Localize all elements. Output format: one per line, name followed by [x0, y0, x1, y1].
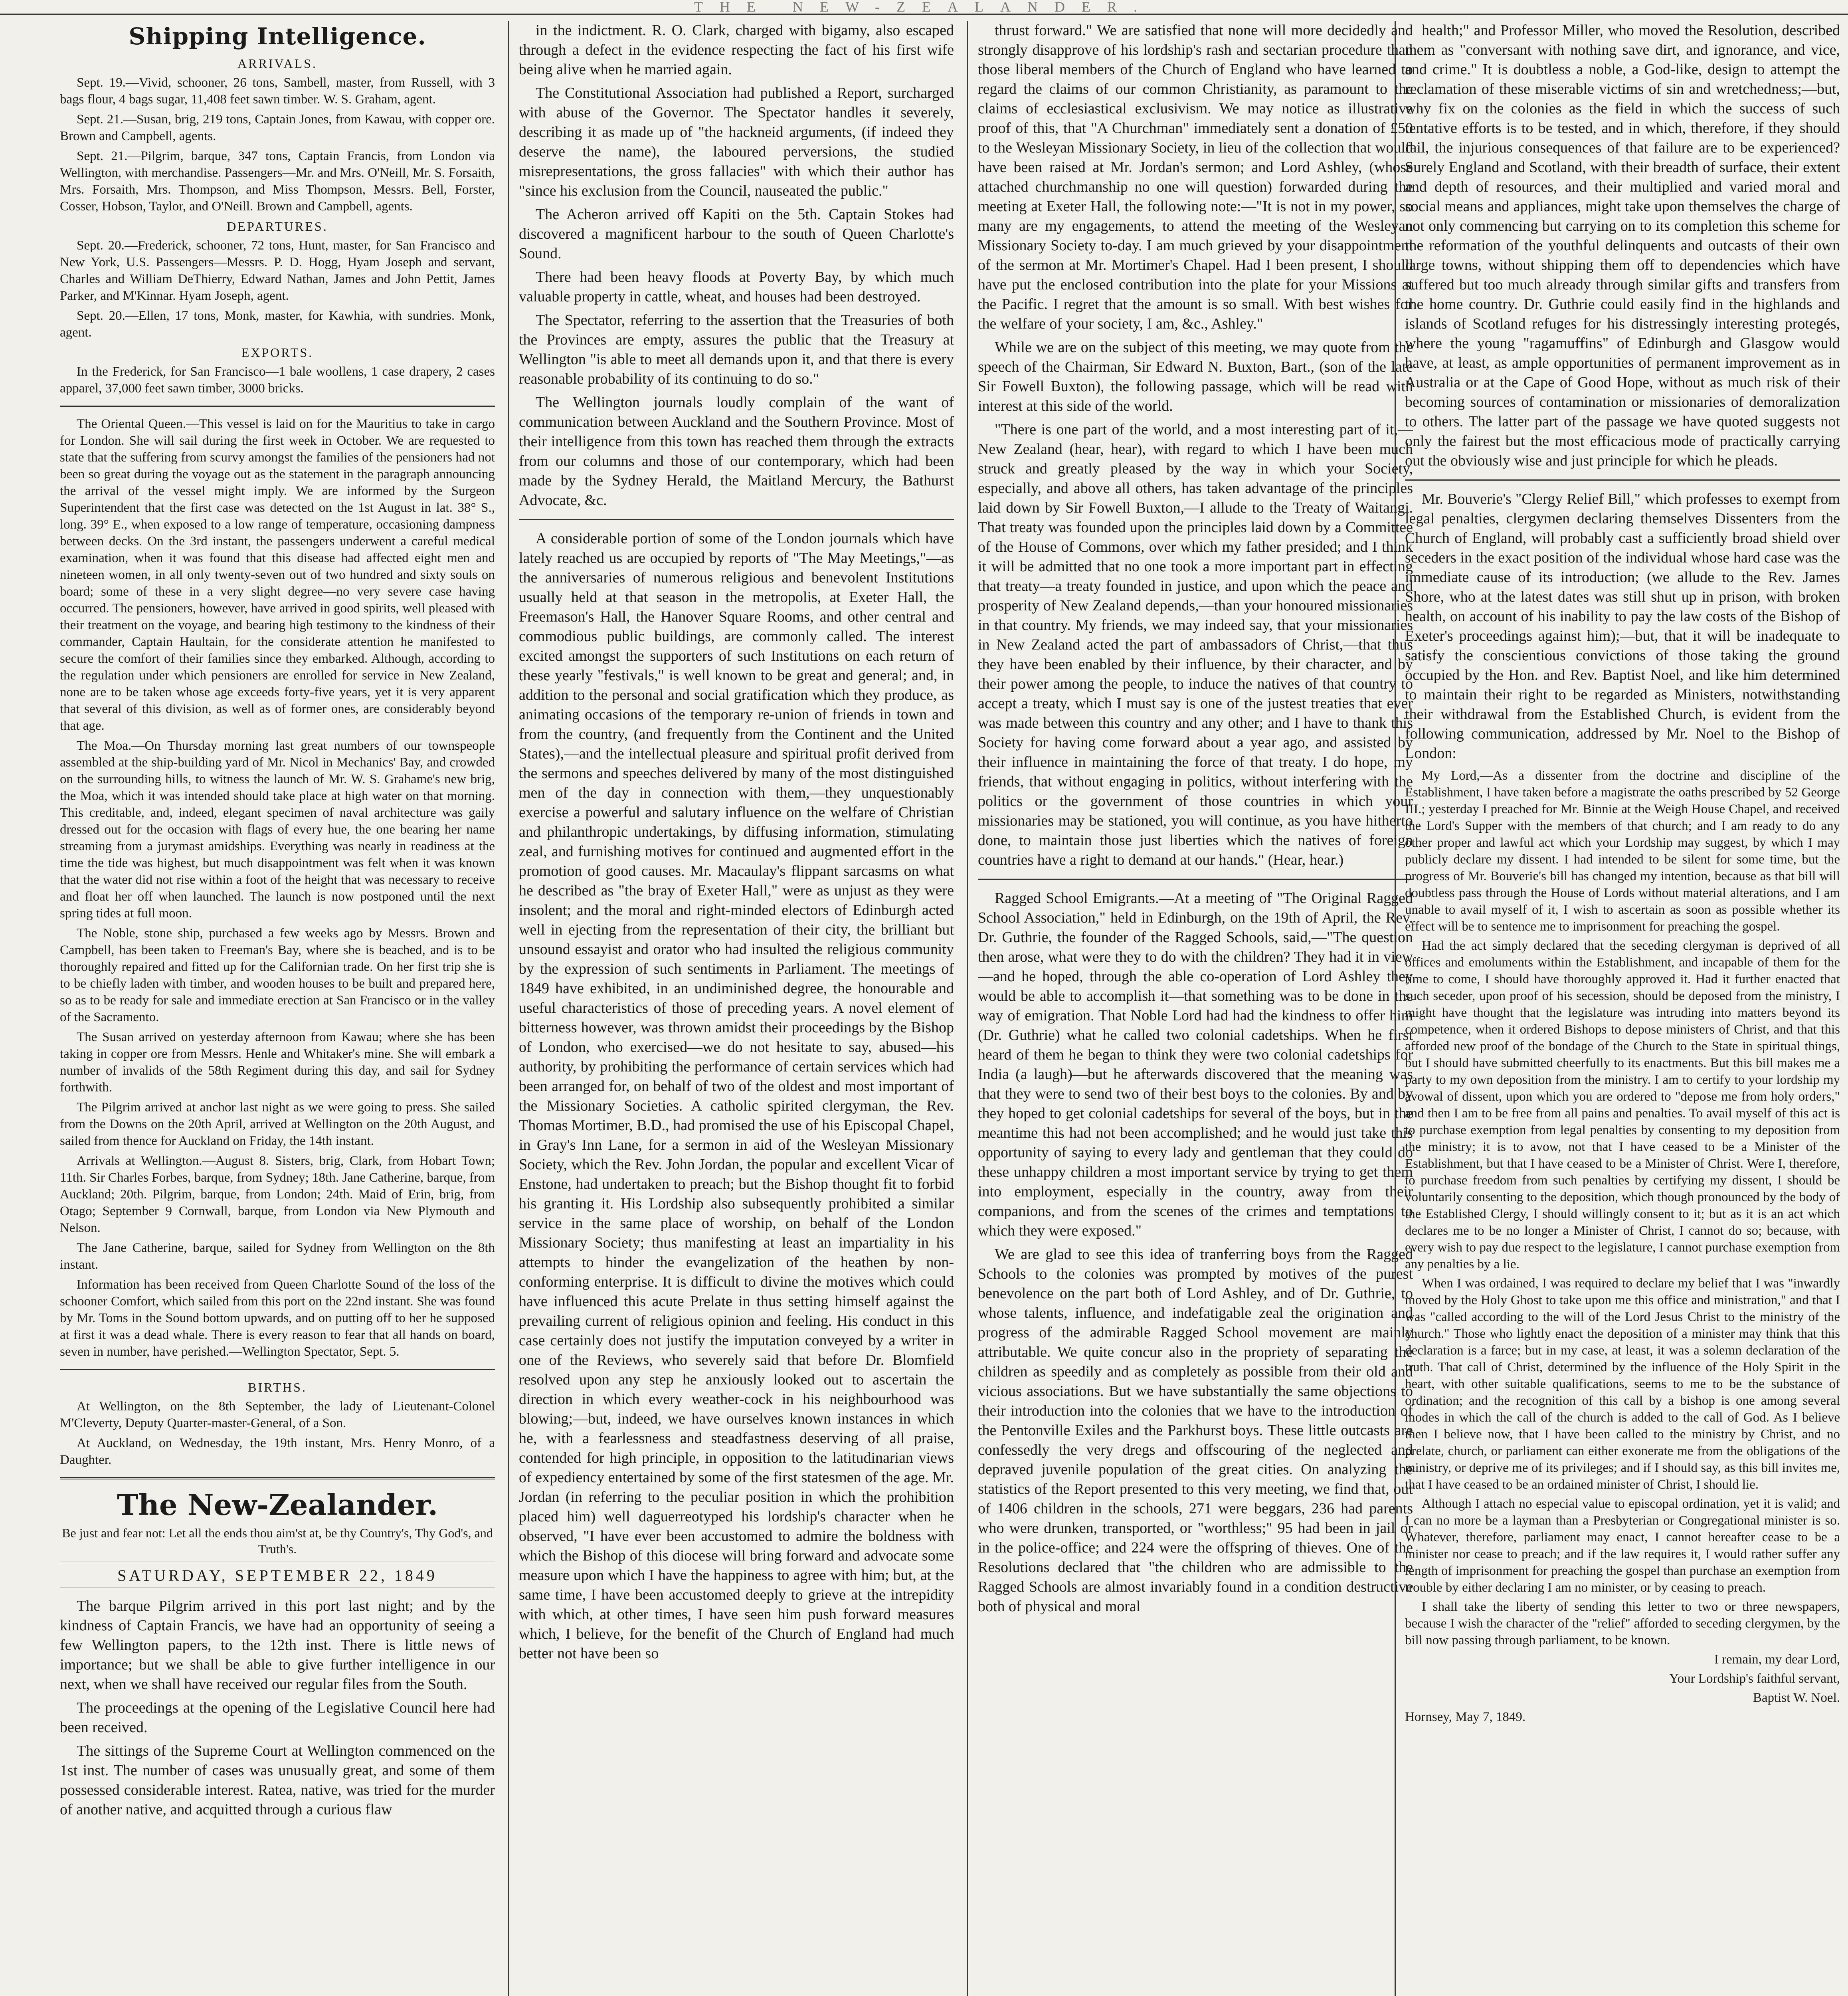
article-paragraph: "There is one part of the world, and a most interesting part of it,—New Zealand (hear, hear), with regard to which I have been much struck and greatly pleased by the way in which your Society, especially, and above all others, has taken advantage of the principles laid down by Sir Fowell Buxton,—I allude to the Treaty of Waitangi. That treaty was founded upon the principles laid down by a Committee of the House of Commons, over which my father presided; and I think it will be admitted that no one took a more important part in effecting that treaty—a treaty founded in justice, and upon which the peace and prosperity of New Zealand depends,—than your honoured missionaries in that country. My friends, we may indeed say, that your missionaries in New Zealand acted the part of ambassadors of Christ,—that thus they have been enabled by their influence, by their character, and by their power among the people, to induce the natives of that country to accept a treaty, which I must say is one of the justest treaties that ever was made between this country and any other; and I have to thank this Society for having come forward about a year ago, and assisted by their influence in maintaining the force of that treaty. I do hope, my friends, that without engaging in politics, without interfering with the politics or the government of those countries in which your missionaries may be stationed, you will continue, as you have hitherto done, to maintain those just liberties which the natives of foreign countries have a right to demand at our hands." (Hear, hear.) — [978, 421, 1413, 868]
section-divider — [60, 406, 495, 407]
paper-title: The New-Zealander. — [117, 1488, 438, 1522]
column-3 — [978, 21, 1413, 1996]
editorial-paragraph: The sittings of the Supreme Court at Wellington commenced on the 1st inst. The number of cases was unusually great, and some of them possessed considerable interest. Ratea, native, was tried for the murder of another native, and acquitted through a curious flaw — [60, 1743, 495, 1818]
news-item: The Moa.—On Thursday morning last great numbers of our townspeople assembled at the ship-building yard of Mr. Nicol in Mechanics' Bay, and crowded on the surrounding hills, to witness the launch of Mr. W. S. Grahame's new brig, the Moa, which it was intended should take place at high water on that morning. This creditable, and, indeed, elegant specimen of naval architecture was gaily dressed out for the occasion with flags of every hue, the one bearing her name streaming from a jurymast amidships. Everything was nearly in readiness at the time the tide was highest, but much disappointment was felt when it was known that the water did not rise within a foot of the height that was necessary to receive and float her off when launched. The launch is now postponed until the next spring tides at full moon. — [60, 739, 495, 921]
column-1 — [60, 21, 495, 1996]
news-item: The Noble, stone ship, purchased a few weeks ago by Messrs. Brown and Campbell, has been taken to Freeman's Bay, where she is beached, and is to be thoroughly repaired and fitted up for the Californian trade. On her first trip she is to be chiefly laden with timber, and wooden houses to be built and prepared here, so as to be ready for sale and immediate erection at San Francisco or in the valley of the Sacramento. — [60, 926, 495, 1024]
article-paragraph: The Constitutional Association had published a Report, surcharged with abuse of the Governor. The Spectator handles it severely, describing it as made up of "the hackneid arguments, (if indeed they deserve the name), the laboured perversions, the studied misrepresentations, the gross fallacies" with which their author has "since his exclusion from the Council, nauseated the public." — [519, 85, 954, 199]
shipping-intelligence-heading: Shipping Intelligence. — [129, 23, 426, 50]
departures-heading: DEPARTURES. — [227, 219, 328, 234]
article-paragraph: Ragged School Emigrants.—At a meeting of "The Original Ragged School Association," held in Edinburgh, on the 19th of April, the Rev. Dr. Guthrie, the founder of the Ragged Schools, said,—"The question then arose, what were they to do with the children? They had it in view—and he hoped, through the able co-operation of Lord Ashley they would be able to accomplish it—that something was to be done in the way of emigration. That Noble Lord had had the kindness to offer him (Dr. Guthrie) what he called two colonial cadetships. When he first heard of them he began to think they were two colonial cadetships for India (a laugh)—but he afterwards discovered that the meaning was that they were to send two of their best boys to the colonies. By and by they hoped to get colonial cadetships for several of the boys, but in the meantime this had not been accomplished; and he would just take this opportunity of saying to every lady and gentleman that they could do these unhappy children a most important service by trying to get them into employment, especially in the country, away from their companions, and from the scenes of the crimes and temptations to which they were exposed." — [978, 890, 1413, 1239]
article-paragraph: The Acheron arrived off Kapiti on the 5th. Captain Stokes had discovered a magnificent harbour to the south of Queen Charlotte's Sound. — [519, 206, 954, 262]
dateline: SATURDAY, SEPTEMBER 22, 1849 — [60, 1562, 495, 1589]
births-heading: BIRTHS. — [248, 1380, 307, 1394]
section-divider — [978, 879, 1413, 880]
article-paragraph: The Wellington journals loudly complain of the want of communication between Auckland and the Southern Province. Most of their intelligence from this town has reached them through the extracts from our columns and those of our contemporary, which had been made by the Sydney Herald, the Maitland Mercury, the Bathurst Advocate, &c. — [519, 394, 954, 509]
column-4 — [1405, 21, 1840, 1996]
exports-heading: EXPORTS. — [241, 345, 314, 360]
column-rule — [508, 21, 509, 1996]
departure-entry: Sept. 20.—Frederick, schooner, 72 tons, Hunt, master, for San Francisco and New York, U.S. Passengers—Messrs. P. D. Hogg, Hyam Joseph and servant, Charles and William DeThierry, Edward Nathan, James and John Pettit, James Parker, and M'Kinnar. Hyam Joseph, agent. — [60, 238, 495, 303]
news-item: The Oriental Queen.—This vessel is laid on for the Mauritius to take in cargo for London. She will sail during the first week in October. We are requested to state that the suffering from scurvy amongst the families of the pensioners had not been so great during the voyage out as the statement in the paragraph announcing the arrival of the vessel might imply. We are informed by the Surgeon Superintendent that the first case was detected on the 1st August in lat. 38° S., long. 39° E., when exposed to a low range of temperature, occasioning dampness between decks. On the 3rd instant, the passengers underwent a careful medical examination, when it was found that this disease had affected eight men and nineteen women, in all only twenty-seven out of two hundred and sixty souls on board; some of these in a very slight degree—no very severe case having occurred. The pensioners, however, have arrived in good spirits, well pleased with their treatment on the voyage, and bearing high testimony to the kindness of their commander, Captain Haultain, for the considerate attention he manifested to secure the comfort of their families since they embarked. Although, according to the regulation under which pensioners are enrolled for service in New Zealand, none are to be taken whose age exceeds forty-five years, yet it is very apparent that several of this division, as well as of former ones, are considerably beyond that age. — [60, 417, 495, 733]
news-item: The Susan arrived on yesterday afternoon from Kawau; where she has been taking in copper ore from Messrs. Henle and Whitaker's mine. She will embark a number of invalids of the 58th Regiment during this day, and sail for Sydney forthwith. — [60, 1030, 495, 1095]
section-divider — [60, 1369, 495, 1370]
news-item: Arrivals at Wellington.—August 8. Sisters, brig, Clark, from Hobart Town; 11th. Sir Charles Forbes, barque, from Sydney; 18th. Jane Catherine, barque, from Auckland; 20th. Pilgrim, barque, from London; 24th. Maid of Erin, brig, from Otago; September 9 Cornwall, barque, from London via New Plymouth and Nelson. — [60, 1154, 495, 1235]
birth-notice: At Auckland, on Wednesday, the 19th instant, Mrs. Henry Monro, of a Daughter. — [60, 1436, 495, 1467]
letter-paragraph: When I was ordained, I was required to declare my belief that I was "inwardly moved by the Holy Ghost to take upon me this office and ministration," and that I was "called according to the will of the Lord Jesus Christ to the ministry of the church." Those who lightly enact the deposition of a minister may think that this declaration is a farce; but in my case, at least, it was a solemn declaration of the truth. That call of Christ, determined by the influence of the Holy Spirit in the heart, with other suitable qualifications, seems to me to be the substance of ordination; and the recognition of this call by a bishop is one among several modes in which the call of the church is added to the call of God. As I believe then I believe now, that I have been called to the ministry by Christ, and no prelate, church, or parliament can either exonerate me from the obligations of the ministry, or deprive me of its privileges; and if I should say, as this bill invites me, that I have ceased to be an ordained minister of Christ, I should lie. — [1405, 1276, 1840, 1492]
exports-entry: In the Frederick, for San Francisco—1 bale woollens, 1 case drapery, 2 cases apparel, 37,000 feet sawn timber, 3000 bricks. — [60, 364, 495, 396]
letter-closing: I remain, my dear Lord, — [1714, 1652, 1840, 1667]
birth-notice: At Wellington, on the 8th September, the lady of Lieutenant-Colonel M'Cleverty, Deputy Quarter-master-General, of a Son. — [60, 1399, 495, 1430]
article-paragraph: A considerable portion of some of the London journals which have lately reached us are occupied by reports of "The May Meetings,"—as the anniversaries of numerous religious and benevolent Institutions usually held at that season in the metropolis, at Exeter Hall, the Freemason's Hall, the Hanover Square Rooms, and other central and commodious public buildings, are commonly called. The interest excited amongst the supporters of such Institutions on each return of these yearly "festivals," is well known to be great and general; and, in addition to the personal and social gratification which they produce, as animating occasions of the temporary re-union of friends in town and from the country, (and frequently from the Continent and the United States),—and the intellectual pleasure and spiritual profit derived from the sermons and speeches delivered by many of the most distinguished men of the day in connection with them,—they unquestionably exercise a powerful and salutary influence on the welfare of Christian and philanthropic undertakings, by diffusing information, stimulating zeal, and furnishing motives for continued and augmented effort in the promotion of good causes. Mr. Macaulay's flippant sarcasms on what he described as "the bray of Exeter Hall," were as unjust as they were insolent; and the moral and right-minded electors of Edinburgh acted well in ejecting from the representation of their city, the brilliant but unsound essayist and orator who had insulted the religious community by the expression of such sentiments in Parliament. The meetings of 1849 have exhibited, in an undiminished degree, the honourable and useful characteristics of those of preceding years. A novel element of bitterness however, was thrown amidst their proceedings by the Bishop of London, who exercised—we do not hesitate to say, abused—his authority, by prohibiting the performance of certain services which had been arranged for, on behalf of two of the oldest and most important of the Missionary Societies. A catholic spirited clergyman, the Rev. Thomas Mortimer, B.D., had promised the use of his Episcopal Chapel, in Gray's Inn Lane, for a sermon in aid of the Wesleyan Missionary Society, which the Rev. John Jordan, the popular and excellent Vicar of Enstone, had undertaken to preach; but the Bishop thought fit to forbid his granting it. His Lordship also subsequently prohibited a similar service in the same place of worship, on behalf of the London Missionary Society; thus manifesting at least an impartiality in his attempts to hinder the evangelization of the heathen by non-conforming enterprise. It is difficult to divine the motives which could have influenced this acute Prelate in thus setting himself against the prevailing current of religious opinion and feeling. His conduct in this case certainly does not justify the imputation conveyed by a writer in one of the Reviews, who severely said that before Dr. Blomfield resolved upon any step he anxiously looked out to ascertain the direction in which every weather-cock in his neighbourhood was blowing;—but, indeed, we have ourselves known instances in which he, with a fearlessness and steadfastness deserving of all praise, contended for high principle, in opposition to the latitudinarian views of expediency entertained by some of the first statesmen of the age. Mr. Jordan (in referring to the peculiar position in which the prohibition placed him) well daguerreotyped his lordship's character when he observed, "I have ever been accustomed to admire the boldness with which the Bishop of this diocese will bring forward and advocate some measure upon which I have the happiness to agree with him; but, at the same time, I have been accustomed deeply to grieve at the intrepidity with which, at other times, I have seen him push forward measures which, I believe, for the benefit of the Church of England had much better not have been so — [519, 530, 954, 1662]
news-item: Information has been received from Queen Charlotte Sound of the loss of the schooner Comfort, which sailed from this port on the 22nd instant. She was found by Mr. Toms in the Sound bottom upwards, and on putting off to her he supposed at first it was a dead whale. There is every reason to fear that all hands on board, seven in number, have perished.—Wellington Spectator, Sept. 5. — [60, 1277, 495, 1359]
arrival-entry: Sept. 21.—Susan, brig, 219 tons, Captain Jones, from Kawau, with copper ore. Brown and Campbell, agents. — [60, 112, 495, 143]
article-paragraph: Mr. Bouverie's "Clergy Relief Bill," which professes to exempt from legal penalties, clergymen declaring themselves Dissenters from the Church of England, will probably cast a sufficiently broad shield over seceders in the exact position of the individual whose hard case was the immediate cause of its introduction; (we allude to the Rev. James Shore, who at the latest dates was still shut up in prison, with broken health, on account of his inability to pay the law costs of the Bishop of Exeter's proceedings against him);—but, that it will be inadequate to satisfy the conscientious convictions of those taking the ground occupied by the Hon. and Rev. Baptist Noel, and like him determined to maintain their right to be regarded as Ministers, notwithstanding their withdrawal from the Established Church, is evident from the following communication, addressed by Mr. Noel to the Bishop of London: — [1405, 491, 1840, 762]
letter-date: Hornsey, May 7, 1849. — [1405, 1710, 1526, 1724]
article-paragraph: in the indictment. R. O. Clark, charged with bigamy, also escaped through a defect in the evidence respecting the fact of his first wife being alive when he married again. — [519, 22, 954, 78]
letter-closing: Your Lordship's faithful servant, — [1669, 1671, 1840, 1686]
letter-paragraph: Although I attach no especial value to episcopal ordination, yet it is valid; and I can no more be a layman than a Presbyterian or Congregational minister is so. Whatever, therefore, parliament may enact, I cannot hereafter cease to be a minister nor cease to preach; and if the law requires it, I would rather suffer any length of imprisonment for preaching the gospel than purchase an exemption from trouble by either declaring I am no minister, or by ceasing to preach. — [1405, 1497, 1840, 1595]
arrivals-heading: ARRIVALS. — [237, 56, 317, 71]
section-divider — [1405, 479, 1840, 481]
editorial-paragraph: The barque Pilgrim arrived in this port last night; and by the kindness of Captain Francis, we have had an opportunity of seeing a few Wellington papers, to the 12th inst. There is little news of importance; but we shall be able to give further intelligence in our next, when we shall have received our regular files from the South. — [60, 1598, 495, 1693]
letter-paragraph: My Lord,—As a dissenter from the doctrine and discipline of the Establishment, I have taken before a magistrate the oaths prescribed by 52 George III.; yesterday I preached for Mr. Binnie at the Weigh House Chapel, and received the Lord's Supper with the members of that church; and I am ready to do any other proper and lawful act which your Lordship may suggest, by which I may publicly declare my dissent. I had intended to be silent for some time, but the progress of Mr. Bouverie's bill has changed my intention, because as that bill will doubtless pass through the House of Lords without material alterations, and I am unable to avail myself of it, I wish to ascertain as soon as possible whether its effect will be to sentence me to imprisonment for preaching the gospel. — [1405, 768, 1840, 934]
noel-letter — [1405, 767, 1840, 1725]
article-paragraph: We are glad to see this idea of tranferring boys from the Ragged Schools to the colonies was prompted by motives of the purest benevolence on the part both of Lord Ashley, and of Dr. Guthrie, to whose talents, influence, and indefatigable zeal the origination and progress of the admirable Ragged School movement are mainly attributable. We quite concur also in the propriety of separating the children as speedily and as completely as possible from their old and vicious associations. But we have substantially the same objections to their introduction into the colonies that we have to the introduction of the Pentonville Exiles and the Parkhurst boys. These little outcasts are confessedly the very dregs and offscouring of the neglected and depraved juvenile population of the great cities. On analyzing the statistics of the Report presented to this very meeting, we find that, out of 1406 children in the schools, 271 were beggars, 236 had parents who were drunken, transported, or "worthless;" 95 had been in jail or in the police-office; and 224 were the offspring of thieves. One of the Resolutions declared that "the children who are admissible to the Ragged Schools are almost invariably found in a condition destructive both of physical and moral — [978, 1246, 1413, 1615]
letter-signature: Baptist W. Noel. — [1753, 1691, 1840, 1705]
letter-paragraph: Had the act simply declared that the seceding clergyman is deprived of all offices and emoluments within the Establishment, and incapable of them for the time to come, I should have thoroughly approved it. Had it further enacted that such seceder, upon proof of his secession, should be deposed from the ministry, I might have thought that the legislature was intruding into matters beyond its competence, when it ordered Bishops to depose ministers of Christ, and that this afforded new proof of the bondage of the Church to the State in spiritual things, but I should have submitted cheerfully to its enactments. But this bill makes me a party to my own deposition from the ministry. I am to certify to your lordship my avowal of dissent, upon which you are ordered to "depose me from holy orders," and then I am to be free from all pains and penalties. To avail myself of this act is to purchase exemption from legal penalties by consenting to my deposition from the ministry; it is to avow, not that I have ceased to be a Minister of the Establishment, but that I have ceased to be a Minister of Christ. Were I, therefore, to purchase freedom from such penalties by certifying my dissent, I should be voluntarily consenting to the deposition, which though pronounced by the body of the Established Clergy, I should willingly consent to it; but as it is an act which declares me to be no longer a Minister of Christ, I cannot do so; because, with every wish to pay due respect to the legislature, I cannot purchase exemption from any penalties by a lie. — [1405, 939, 1840, 1271]
column-rule — [967, 21, 968, 1996]
motto: Be just and fear not: Let all the ends thou aim'st at, be thy Country's, Thy God's, and Truth's. — [62, 1526, 493, 1556]
article-paragraph: The Spectator, referring to the assertion that the Treasuries of both the Provinces are empty, assures the public that the Treasury at Wellington "is able to meet all demands upon it, and that there is every reasonable probability of its continuing to do so." — [519, 312, 954, 387]
column-2 — [519, 21, 954, 1996]
masthead: THE NEW-ZEALANDER. — [0, 0, 1848, 15]
arrival-entry: Sept. 19.—Vivid, schooner, 26 tons, Sambell, master, from Russell, with 3 bags flour, 4 bags sugar, 11,408 feet sawn timber. W. S. Graham, agent. — [60, 75, 495, 107]
article-paragraph: There had been heavy floods at Poverty Bay, by which much valuable property in cattle, wheat, and houses had been destroyed. — [519, 269, 954, 305]
section-divider — [519, 519, 954, 520]
departure-entry: Sept. 20.—Ellen, 17 tons, Monk, master, for Kawhia, with sundries. Monk, agent. — [60, 309, 495, 340]
editorial-paragraph: The proceedings at the opening of the Legislative Council here had been received. — [60, 1699, 495, 1736]
arrival-entry: Sept. 21.—Pilgrim, barque, 347 tons, Captain Francis, from London via Wellington, with merchandise. Passengers—Mr. and Mrs. O'Neill, Mr. S. Forsaith, Mrs. Forsaith, Mrs. Thompson, and Miss Thompson, Messrs. Bell, Forster, Cosser, Hobson, Taylor, and O'Neill. Brown and Campbell, agents. — [60, 149, 495, 214]
shipping-list — [60, 55, 495, 1468]
letter-paragraph: I shall take the liberty of sending this letter to two or three newspapers, because I wish the character of the "relief" afforded to seceding clergymen, by the bill now passing through parliament, to be known. — [1405, 1600, 1840, 1647]
article-paragraph: While we are on the subject of this meeting, we may quote from the speech of the Chairman, Sir Edward N. Buxton, Bart., (son of the late Sir Fowell Buxton), the following passage, which will be read with interest at this side of the world. — [978, 339, 1413, 414]
section-divider — [60, 1477, 495, 1479]
article-paragraph: thrust forward." We are satisfied that none will more decidedly and strongly disapprove of his lordship's rash and sectarian procedure than those liberal members of the Church of England who have learned to regard the claims of our common Christianity, as paramount to the claims of ecclesiastical exclusivism. We may notice as illustrative proof of this, that "A Churchman" immediately sent a donation of £50 to the Wesleyan Missionary Society, in lieu of the collection that would have been raised at Mr. Jordan's sermon; and Lord Ashley, (whose attached churchmanship no one will question) forwarded during the meeting at Exeter Hall, the following note:—"It is not in my power, so many are my engagements, to attend the meeting of the Wesleyan Missionary Society to-day. I am much grieved by your disappointment of the sermon at Mr. Mortimer's Chapel. Had I been present, I should have put the enclosed contribution into the plate for your Missions at the Pacific. I regret that the amount is so small. With best wishes for the welfare of your society, I am, &c., Ashley." — [978, 22, 1413, 332]
news-item: The Pilgrim arrived at anchor last night as we were going to press. She sailed from the Downs on the 20th April, arrived at Wellington on the 20th August, and sailed from thence for Auckland on Friday, the 14th instant. — [60, 1100, 495, 1148]
news-item: The Jane Catherine, barque, sailed for Sydney from Wellington on the 8th instant. — [60, 1241, 495, 1272]
article-paragraph: health;" and Professor Miller, who moved the Resolution, described them as "conversant with nothing save dirt, and ignorance, and vice, and crime." It is doubtless a noble, a God-like, design to attempt the reclamation of these miserable victims of sin and wretchedness;—but, why fix on the colonies as the field in which the success of such tentative efforts is to be tested, and in which, therefore, if they should fail, the injurious consequences of that failure are to be experienced? Surely England and Scotland, with their breadth of surface, their extent and depth of resources, and their multiplied and varied moral and social means and appliances, might take upon themselves the charge of not only commencing but carrying on to its completion this scheme for the reformation of the youthful delinquents and outcasts of their own large towns, without shipping them off to dependencies which have suffered but too much already through similar gifts and transfers from the home country. Dr. Guthrie could easily find in the highlands and islands of Scotland refuges for his distressingly interesting protegés, where the young "ragamuffins" of Edinburgh and Glasgow would have, at least, as ample opportunities of permanent improvement as in Australia or at the Cape of Good Hope, without as much risk of their becoming sources of contamination or missionaries of demoralization to others. The latter part of the passage we have quoted suggests not only the fairest but the most efficacious mode of practically carrying out the obviously wise and just principle for which he pleads. — [1405, 22, 1840, 469]
